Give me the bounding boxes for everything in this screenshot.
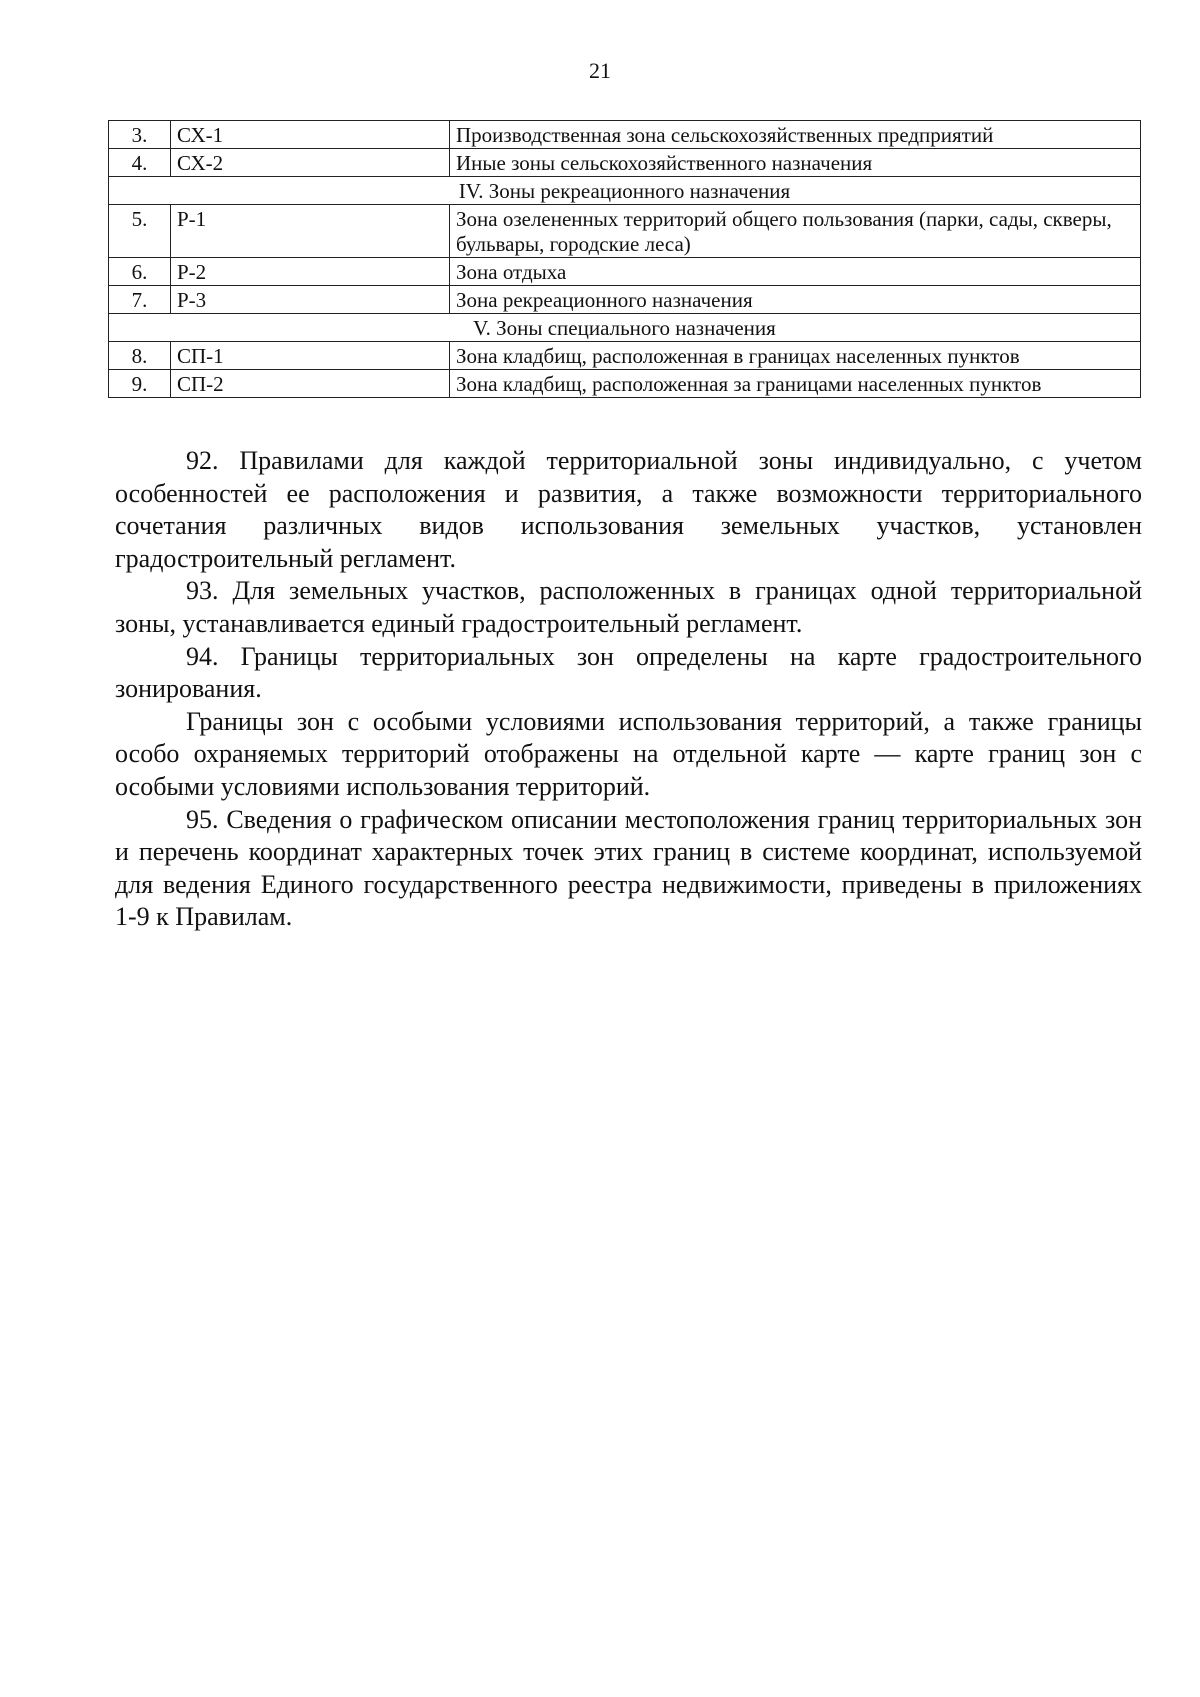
section-title: V. Зоны специального назначения: [109, 314, 1141, 342]
zone-name: Зона кладбищ, расположенная за границами населенных пунктов: [450, 370, 1141, 398]
zone-name: Зона озелененных территорий общего пользования (парки, сады, скверы, бульвары, городские леса): [450, 205, 1141, 258]
page-number: 21: [589, 58, 611, 83]
table-row: [109, 258, 1141, 286]
table-row: [109, 121, 1141, 149]
table-row: [109, 286, 1141, 314]
table-row: [109, 342, 1141, 370]
body-text: [115, 445, 1142, 934]
zone-name: Зона рекреационного назначения: [450, 286, 1141, 314]
paragraph-93: 93. Для земельных участков, расположенных в границах одной территориальной зоны, устанавливается единый градостроительный регламент.: [115, 576, 1142, 638]
zone-code: СХ-1: [171, 121, 450, 149]
row-number: 3.: [109, 121, 171, 149]
zone-code: СХ-2: [171, 149, 450, 177]
zone-name: Зона кладбищ, расположенная в границах населенных пунктов: [450, 342, 1141, 370]
section-header-row: [109, 314, 1141, 342]
zone-name: Производственная зона сельскохозяйственных предприятий: [450, 121, 1141, 149]
table-row: [109, 149, 1141, 177]
zone-code: Р-1: [171, 205, 450, 258]
zone-name: Зона отдыха: [450, 258, 1141, 286]
row-number: 9.: [109, 370, 171, 398]
row-number: 4.: [109, 149, 171, 177]
paragraph-94: 94. Границы территориальных зон определены на карте градостроительного зонирования.: [115, 641, 1142, 704]
table-row: [109, 205, 1141, 258]
row-number: 5.: [109, 205, 171, 258]
paragraph-95: 95. Сведения о графическом описании местоположения границ территориальных зон и перечень координат характерных точек этих границ в системе координат, используемой для ведения Единого государственного реестра недвижимости, приведены в приложениях 1-9 к Правилам.: [115, 804, 1142, 932]
zones-table: [108, 120, 1141, 398]
zone-name: Иные зоны сельскохозяйственного назначения: [450, 149, 1141, 177]
row-number: 7.: [109, 286, 171, 314]
zone-code: СП-2: [171, 370, 450, 398]
zone-code: СП-1: [171, 342, 450, 370]
paragraph-92: 92. Правилами для каждой территориальной зоны индивидуально, с учетом особенностей ее расположения и развития, а также возможности территориального сочетания различных видов использования земельных участков, установлен градостроительный регламент.: [115, 446, 1142, 573]
table-row: [109, 370, 1141, 398]
zone-code: Р-2: [171, 258, 450, 286]
row-number: 8.: [109, 342, 171, 370]
row-number: 6.: [109, 258, 171, 286]
section-header-row: [109, 177, 1141, 205]
section-title: IV. Зоны рекреационного назначения: [109, 177, 1141, 205]
zone-code: Р-3: [171, 286, 450, 314]
paragraph-94-continued: Границы зон с особыми условиями использования территорий, а также границы особо охраняемых территорий отображены на отдельной карте — карте границ зон с особыми условиями использования территорий.: [115, 706, 1142, 801]
